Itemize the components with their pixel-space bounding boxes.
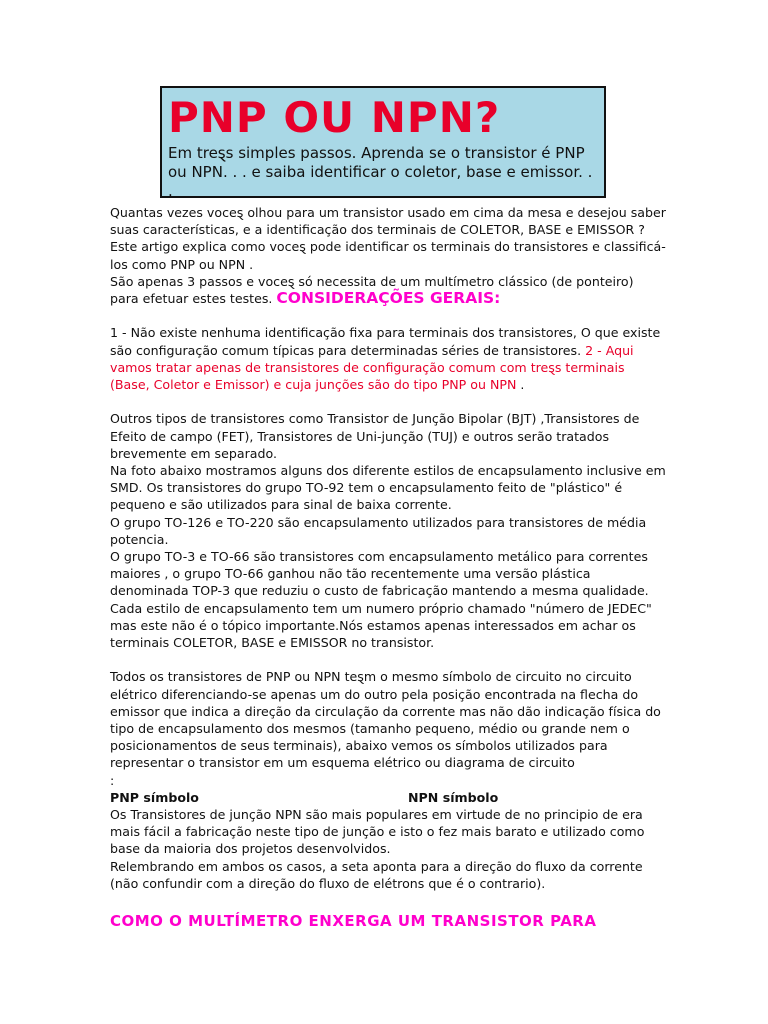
intro-steps-paragraph <box>110 273 666 307</box>
section-heading-multimeter: COMO O MULTÍMETRO ENXERGA UM TRANSISTOR PARA <box>110 912 597 930</box>
symbol-labels <box>110 789 666 806</box>
to3-paragraph: O grupo TO-3 e TO-66 são transistores com encapsulamento metálico para correntes maiores , o grupo TO-66 ganhou não tão recentemente uma versão plástica denominada TOP-3 que reduziu o custo de fabricação mantendo a mesma qualidade. <box>110 549 649 599</box>
consideration-item-1: 1 - Não existe nenhuma identificação fixa para terminais dos transistores, O que existe são configuração comum típicas para determinadas séries de transistores. <box>110 325 661 358</box>
colon-line: : <box>110 772 115 788</box>
pnp-symbol-label: PNP símbolo <box>110 789 199 805</box>
page-subtitle: Em treȿs simples passos. Aprenda se o transistor é PNP ou NPN. . . e saiba identificar o coletor, base e emissor. . . <box>168 144 593 200</box>
jedec-paragraph: Cada estilo de encapsulamento tem um numero próprio chamado "número de JEDEC" mas este não é o tópico importante.Nós estamos apenas interessados em achar os terminais COLETOR, BASE e EMISSOR no transistor. <box>110 600 652 651</box>
arrow-direction-paragraph: Relembrando em ambos os casos, a seta aponta para a direção do fluxo da corrente (não confundir com a direção do fluxo de elétrons que é o contrario). <box>110 858 643 891</box>
to126-paragraph: O grupo TO-126 e TO-220 são encapsulamento utilizados para transistores de média potencia. <box>110 514 647 547</box>
photo-paragraph: Na foto abaixo mostramos alguns dos diferente estilos de encapsulamento inclusive em SMD. Os transistores do grupo TO-92 tem o encapsulamento feito de "plástico" é pequeno e são utilizados para sinal de baixa corrente. <box>110 463 666 513</box>
npn-popular-paragraph: Os Transistores de junção NPN são mais populares em virtude de no principio de era mais fácil a fabricação neste tipo de junção e isto o fez mais barato e utilizado como base da maioria dos projetos desenvolvidos. <box>110 807 645 857</box>
page-title: PNP OU NPN? <box>168 93 501 142</box>
consideration-item-2: 2 - Aqui vamos tratar apenas de transistores de configuração comum com treȿs terminais (Base, Coletor e Emissor) e cuja junções são do tipo PNP ou NPN <box>110 342 634 393</box>
article-body <box>110 204 666 892</box>
intro-steps-text: São apenas 3 passos e voceȿ só necessita de um multímetro clássico (de ponteiro) para efetuar estes testes. <box>110 273 634 307</box>
npn-symbol-label: NPN símbolo <box>408 789 499 805</box>
symbol-paragraph: Todos os transistores de PNP ou NPN teȿm o mesmo símbolo de circuito no circuito elétrico diferenciando-se apenas um do outro pela posição encontrada na flecha do emissor que indica a direção da circulação da corrente mas não dão indicação física do tipo de encapsulamento dos mesmos (tamanho pequeno, médio ou grande nem o posicionamentos de seus terminais), abaixo vemos os símbolos utilizados para representar o transistor em um esquema elétrico ou diagrama de circuito <box>110 669 661 771</box>
other-transistors-paragraph: Outros tipos de transistores como Transistor de Junção Bipolar (BJT) ,Transistores de Efeito de campo (FET), Transistores de Uni-junção (TUJ) e outros serão tratados brevemente em separado. <box>110 411 640 461</box>
consideration-item-2-end: . <box>516 377 525 393</box>
considerations-paragraph <box>110 324 666 393</box>
section-heading-consideracoes: CONSIDERAÇÕES GERAIS: <box>276 289 501 308</box>
title-box <box>160 86 606 198</box>
intro-paragraph: Quantas vezes voceȿ olhou para um transistor usado em cima da mesa e desejou saber suas características, e a identificação dos terminais de COLETOR, BASE e EMISSOR ? Este artigo explica como voceȿ pode identificar os terminais do transistores e classificá-los como PNP ou NPN . <box>110 205 666 272</box>
